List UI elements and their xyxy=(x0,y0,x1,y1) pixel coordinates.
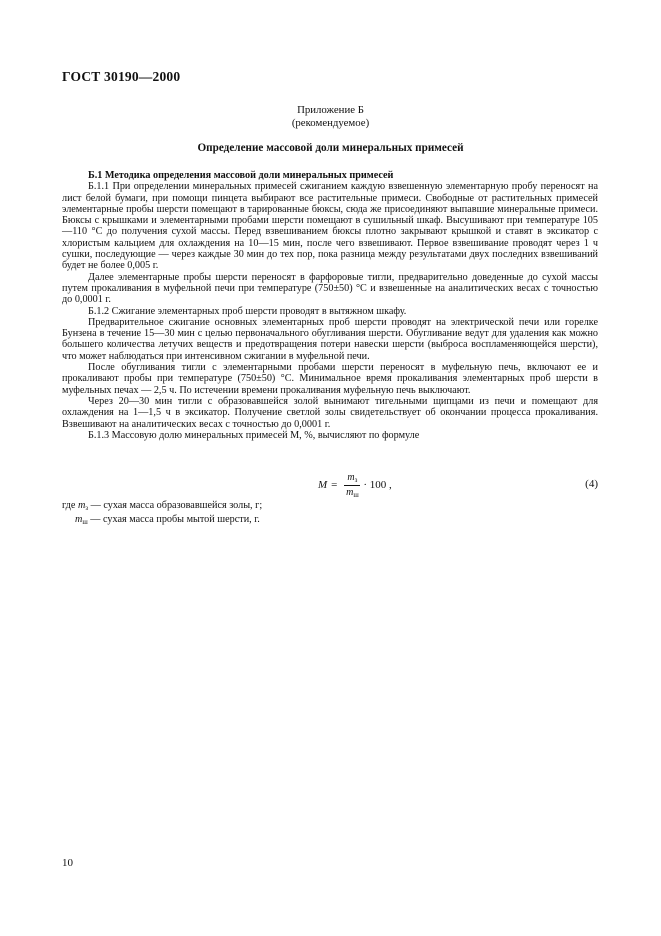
definition-subscript: ш xyxy=(82,518,88,526)
numerator-subscript: з xyxy=(354,475,358,484)
definition-line xyxy=(62,514,262,528)
formula-lhs: M xyxy=(318,479,328,491)
section-body xyxy=(62,170,598,441)
formula-numerator xyxy=(344,472,360,486)
standard-header: ГОСТ 30190—2000 xyxy=(62,69,181,84)
formula-fraction xyxy=(344,472,360,499)
paragraph: Б.1.1 При определении минеральных примесей сжиганием каждую взвешенную элементарную пробу переносят на лист белой бумаги, при помощи пинцета выбирают все растительные примеси. Свободные от растительных примесей элементарные пробы шерсти помещают в тарированные бюксы, сюда же присоединяют выпавшие минеральные примеси. Бюксы с крышками и элементарными пробами шерсти помещают в сушильный шкаф. Высушивают при температуре 105—110 °С до получения сухой массы. Перед взвешиванием бюксы плотно закрывают крышкой и ставят в эксикатор с хлористым кальцием для охлаждения на 10—15 мин, после чего взвешивают. Первое взвешивание проводят через 1 ч сушки, последующие — через каждые 30 мин до тех пор, пока разница между результатами двух последних взвешиваний будет не более 0,005 г. xyxy=(62,181,598,272)
numerator-symbol: m xyxy=(347,471,355,483)
definition-prefix: где xyxy=(62,500,78,511)
formula-row xyxy=(62,471,598,499)
appendix-status: (рекомендуемое) xyxy=(291,117,370,129)
denominator-symbol: m xyxy=(346,486,354,498)
paragraph: После обугливания тигли с элементарными пробами шерсти переносят в муфельную печь, включают ее и прокаливают пробы при температуре (750±50) °С. Минимальное время прокаливания элементарных проб шерсти в муфельных печах — 2,5 ч. По истечении времени прокаливания муфельную печь выключают. xyxy=(62,362,598,396)
formula-denominator xyxy=(346,486,359,499)
formula-equals: = xyxy=(331,479,338,491)
subsection-title: Б.1 Методика определения массовой доли минеральных примесей xyxy=(88,170,394,181)
definition-subscript: з xyxy=(85,504,89,512)
paragraph: Предварительное сжигание основных элементарных проб шерсти проводят на электрической печи или горелке Бунзена в течение 15—30 мин с целью первоначального обугливания шерсти. Обугливание ведут для удаления как можно большего количества летучих веществ и предотвращения потери навески шерсти (выброса воспламеняющейся шерсти), что может наблюдаться при интенсивном сжигании в муфельной печи. xyxy=(62,316,598,362)
definition-text: — сухая масса образовавшейся золы, г; xyxy=(88,500,263,511)
definition-symbol: m xyxy=(77,500,86,511)
definition-line xyxy=(62,500,262,514)
appendix-label: Приложение Б xyxy=(297,104,364,116)
formula-multiplier: · 100 , xyxy=(363,479,392,491)
paragraph: Далее элементарные пробы шерсти переносят в фарфоровые тигли, предварительно доведенные до сухой массы путем прокаливания в муфельной печи при температуре (750±50) °С и взвешенные на аналитических весах с точностью до 0,0001 г. xyxy=(62,271,598,306)
page-number: 10 xyxy=(62,857,73,869)
document-title: Определение массовой доли минеральных примесей xyxy=(197,142,464,154)
paragraph: Б.1.3 Массовую долю минеральных примесей М, %, вычисляют по формуле xyxy=(88,429,420,441)
definition-text: — сухая масса пробы мытой шерсти, г. xyxy=(87,514,260,525)
paragraph: Через 20—30 мин тигли с образовавшейся золой вынимают тигельными щипцами из печи и помещают для охлаждения на 1—1,5 ч в эксикатор. Получение светлой золы свидетельствует об окончании процесса прокаливания. Взвешивают на аналитических весах с точностью до 0,0001 г. xyxy=(62,395,598,430)
formula xyxy=(318,471,392,499)
appendix-heading xyxy=(0,104,661,130)
equation-number: (4) xyxy=(585,478,598,490)
denominator-subscript: ш xyxy=(353,490,359,499)
definition-symbol: m xyxy=(75,514,83,525)
paragraph: Б.1.2 Сжигание элементарных проб шерсти проводят в вытяжном шкафу. xyxy=(88,305,407,317)
formula-definitions xyxy=(62,500,262,528)
